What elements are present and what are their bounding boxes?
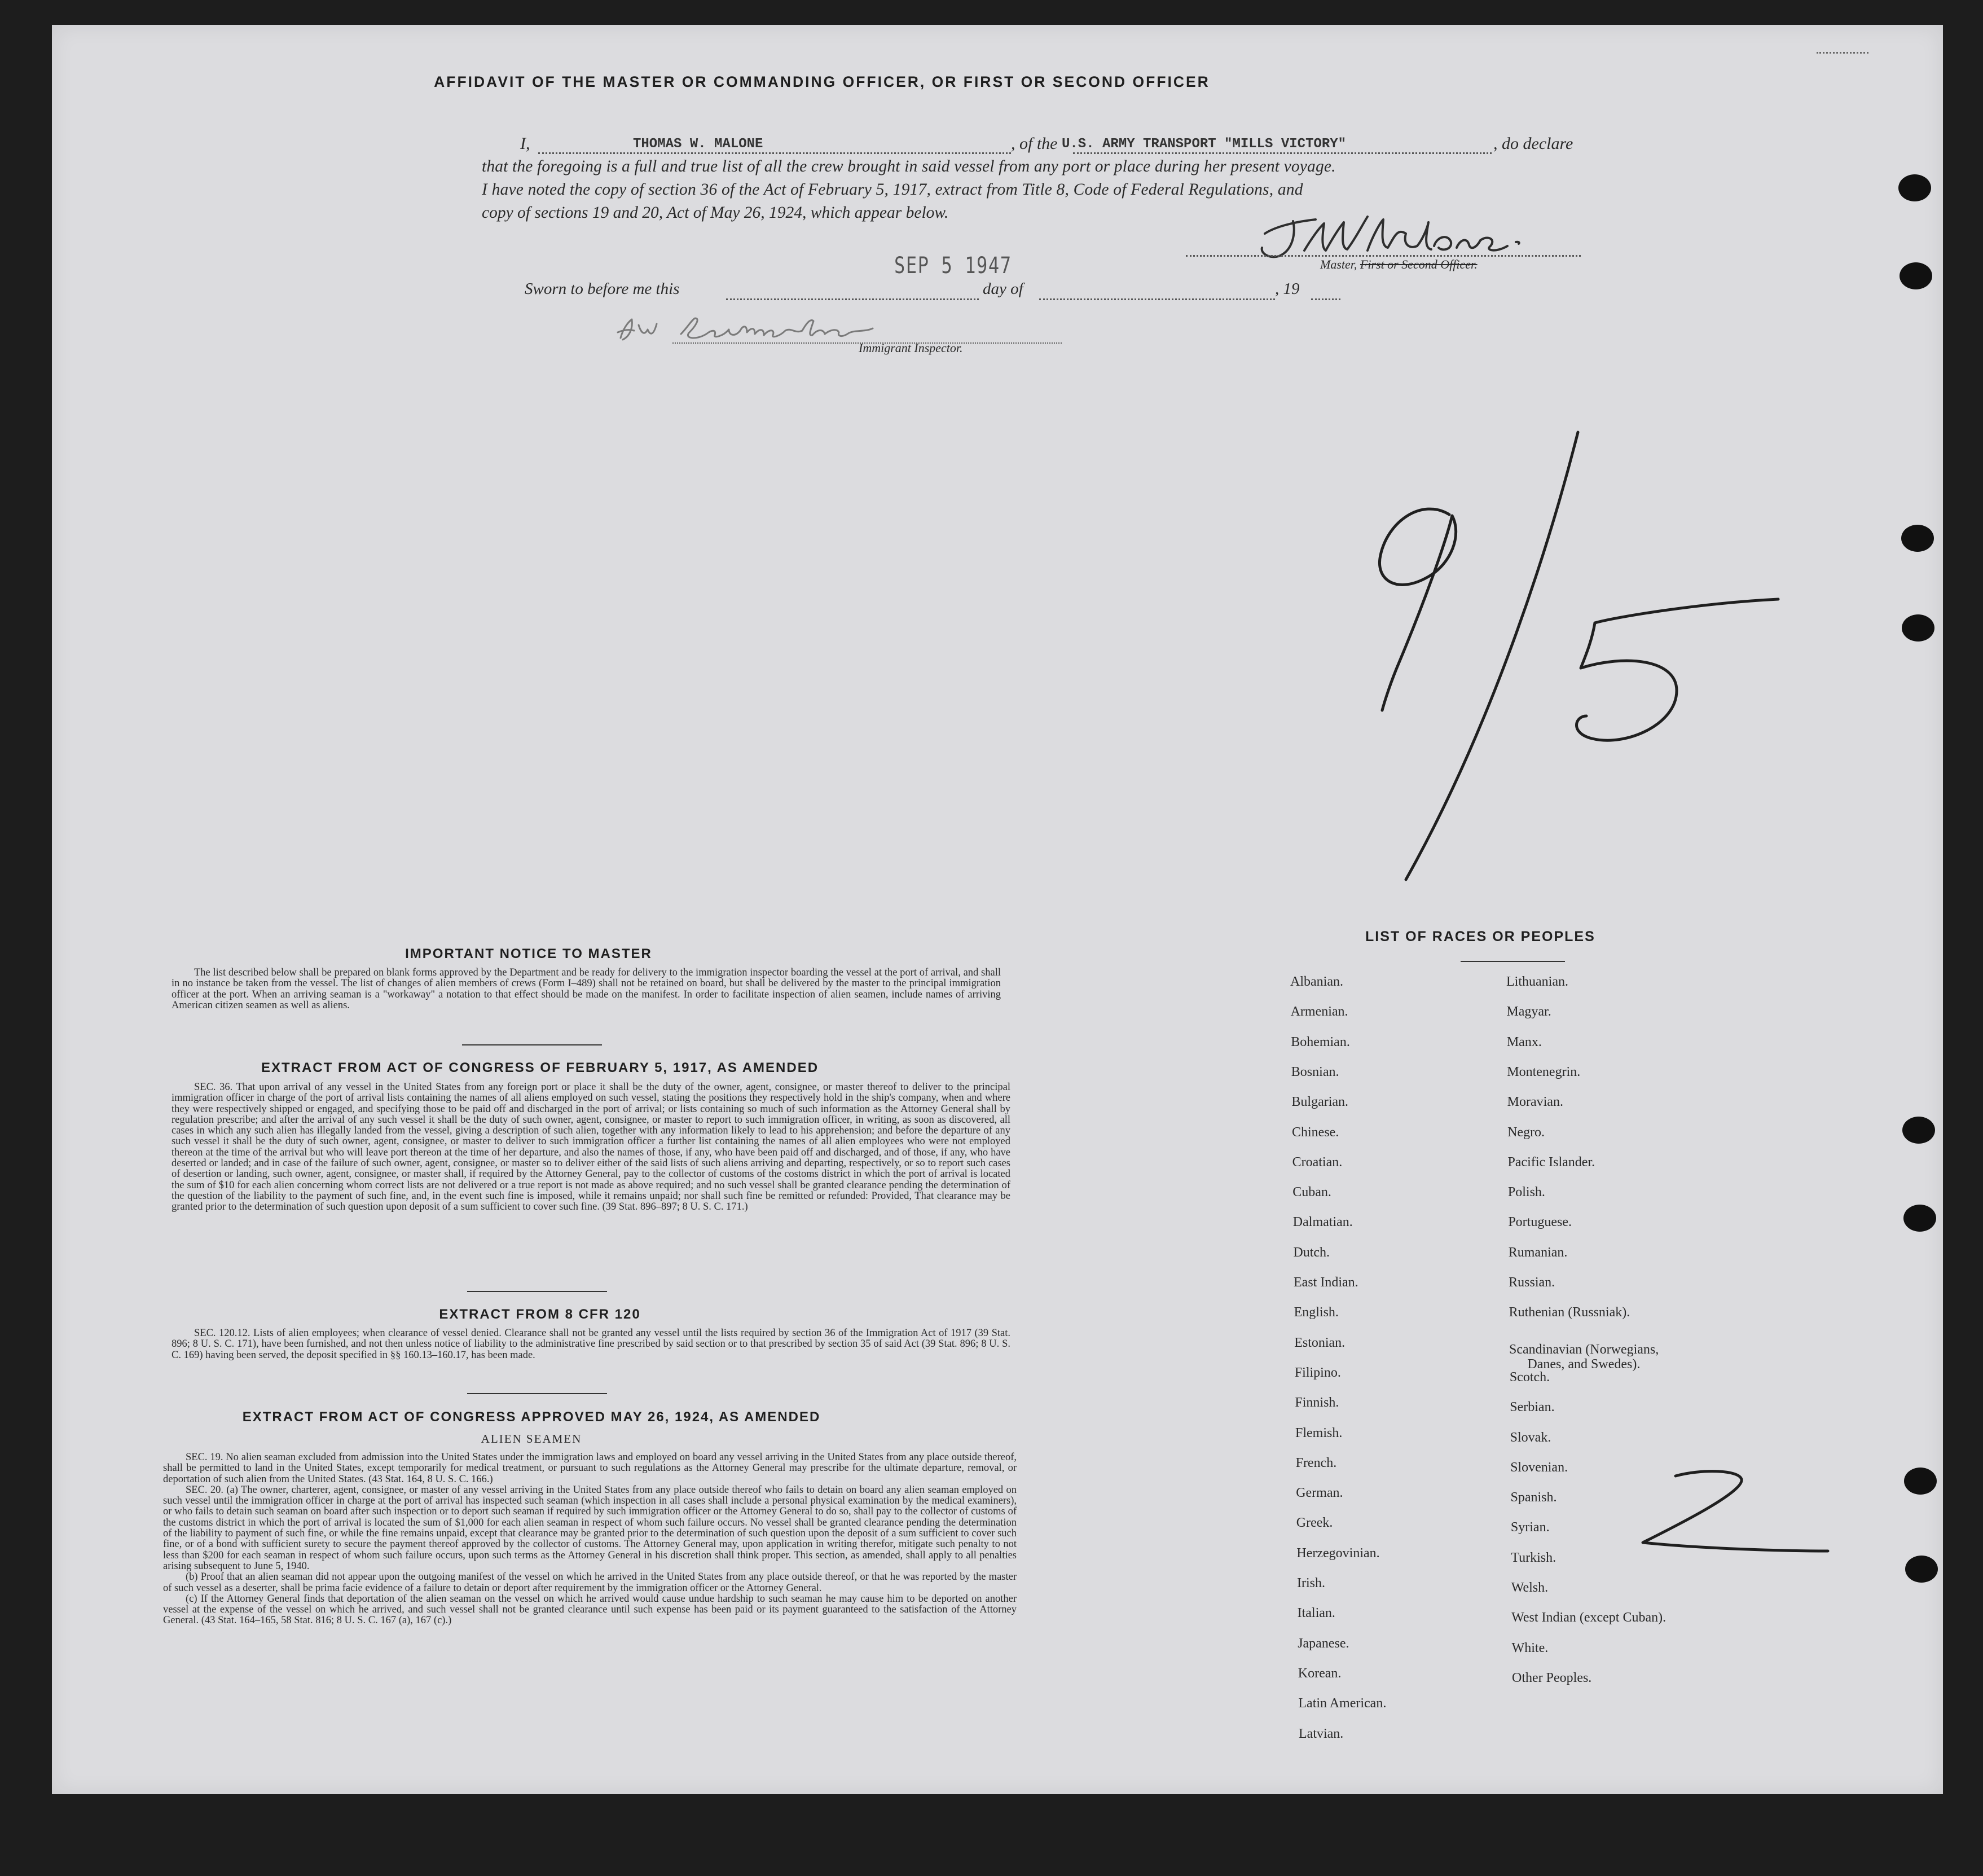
handwritten-count-mark bbox=[52, 25, 1943, 1794]
race-item: Ruthenian (Russniak). bbox=[1509, 1305, 1630, 1320]
day-of-label: day of bbox=[983, 280, 1023, 298]
race-item: Greek. bbox=[1296, 1515, 1333, 1531]
race-item: Scotch. bbox=[1509, 1369, 1550, 1385]
extract-1924-title: EXTRACT FROM ACT OF CONGRESS APPROVED MAY 26, 1924, AS AMENDED bbox=[242, 1409, 821, 1425]
race-item: Moravian. bbox=[1507, 1095, 1563, 1110]
vessel-name-field: U.S. ARMY TRANSPORT "MILLS VICTORY" bbox=[1062, 137, 1347, 152]
race-item: English. bbox=[1294, 1305, 1339, 1320]
race-item: Armenian. bbox=[1290, 1004, 1348, 1020]
affidavit-pronoun: I, bbox=[520, 134, 530, 153]
extract-cfr-body: SEC. 120.12. Lists of alien employees; when clearance of vessel denied. Clearance shall not be granted any vessel until the lists required by section 36 of the Immigration Act of 1917 (39 Stat. 896; 8 U. S. C. 171), have been furnished, and not then unless notice of liability to the administrative fine prescribed by said section or to that prescribed by section 35 of said Act (39 Stat. 896; 8 U. S. C. 169) having been served, the deposit specified in §§ 160.13–160.17, has been made. bbox=[172, 1328, 1010, 1361]
race-item: Estonian. bbox=[1294, 1335, 1346, 1350]
affidavit-line-2: that the foregoing is a full and true list of all the crew brought in said vessel from any port or place during her present voyage. bbox=[482, 157, 1336, 175]
notice-body: The list described below shall be prepared on blank forms approved by the Department and be ready for delivery to the immigration inspector boarding the vessel at the port of arrival, and shall in no instance be taken from the vessel. The list of changes of alien members of crews (Form I–489) shall not be retained on board, but shall be delivered by the master to the principal immigration officer at the port. When an arriving seaman is a "workaway" a notation to that effect should be made on the manifest. In order to facilitate inspection of alien seamen, include names of arriving American citizen seamen as well as aliens. bbox=[172, 967, 1001, 1011]
race-item: White. bbox=[1511, 1640, 1549, 1655]
race-item: Turkish. bbox=[1511, 1550, 1556, 1565]
race-item: Latin American. bbox=[1298, 1696, 1387, 1711]
race-item: Latvian. bbox=[1299, 1726, 1344, 1741]
scan-mark bbox=[1817, 52, 1868, 56]
year-label: , 19 bbox=[1275, 280, 1300, 298]
race-item: French. bbox=[1295, 1455, 1337, 1470]
sec-19-paragraph: SEC. 19. No alien seaman excluded from admission into the United States under the immigration laws and employed on board any vessel arriving in the United States from any place outside thereof, shall be permitted to land in the United States, except temporarily for medical treatment, or pursuant to such regulations as the Attorney General may prescribe for the ultimate departure, removal, or deportation of such alien from the United States. (43 Stat. 164, 8 U. S. C. 166.) bbox=[163, 1452, 1017, 1485]
document-page bbox=[52, 25, 1943, 1794]
race-item: Chinese. bbox=[1292, 1124, 1339, 1140]
sec-20a-paragraph: SEC. 20. (a) The owner, charterer, agent, consignee, or master of any vessel arriving in the United States from any place outside thereof who fails to detain on board any alien seaman employed on such vessel until the immigration officer in charge at the port of arrival has inspected such seaman (which inspection in all cases shall include a personal physical examination by the medical examiners), or who fails to detain such seaman on board after such inspection or to deport such seaman if required by such immigration officer or the Attorney General to do so, shall pay to the collector of customs of the customs district in which the port of arrival is located the sum of $1,000 for each alien seaman in respect of whom such failure occurs. No vessel shall be granted clearance pending the determination of the liability to payment of such fine, or while the fine remains unpaid, except that clearance may be granted prior to the determination of such question upon the deposit of a sum sufficient to cover such fine, or of a bond with sufficient surety to secure the payment thereof approved by the collector of customs. The Attorney General may, upon application in writing therefor, mitigate such penalty to not less than $200 for each seaman in respect of whom such failure occurs, upon such terms as the Attorney General in his discretion shall think proper. This section, as amended, shall apply to all penalties arising subsequent to June 5, 1940. bbox=[163, 1484, 1017, 1572]
races-title: LIST OF RACES OR PEOPLES bbox=[1365, 929, 1595, 944]
race-item: German. bbox=[1296, 1486, 1343, 1501]
race-item: Bosnian. bbox=[1291, 1064, 1339, 1079]
race-item: Dutch. bbox=[1293, 1245, 1330, 1260]
race-item: Serbian. bbox=[1510, 1400, 1555, 1415]
master-caption-plain: Master, bbox=[1320, 257, 1357, 271]
race-item: Slovak. bbox=[1510, 1430, 1551, 1445]
sworn-label: Sworn to before me this bbox=[525, 280, 680, 298]
affidavit-line-3: I have noted the copy of section 36 of the Act of February 5, 1917, extract from Title 8, Code of Federal Regulations, and bbox=[482, 181, 1303, 199]
race-item: Filipino. bbox=[1294, 1365, 1341, 1380]
inspector-caption: Immigrant Inspector. bbox=[859, 341, 963, 355]
race-item: Scandinavian (Norwegians, bbox=[1509, 1342, 1659, 1357]
race-item: Finnish. bbox=[1295, 1395, 1339, 1411]
race-item: Spanish. bbox=[1510, 1490, 1557, 1505]
race-item: Italian. bbox=[1297, 1606, 1335, 1621]
of-the-label: , of the bbox=[1011, 134, 1058, 153]
race-item: Polish. bbox=[1507, 1185, 1545, 1200]
race-item: Pacific Islander. bbox=[1507, 1154, 1595, 1170]
master-name-field: THOMAS W. MALONE bbox=[633, 137, 763, 152]
race-item: Slovenian. bbox=[1510, 1460, 1568, 1475]
race-item: Cuban. bbox=[1292, 1185, 1331, 1200]
race-item: Welsh. bbox=[1511, 1580, 1549, 1595]
race-item: Croatian. bbox=[1292, 1154, 1343, 1170]
race-item: Dalmatian. bbox=[1292, 1215, 1353, 1230]
sec-20c-paragraph: (c) If the Attorney General finds that deportation of the alien seaman on the vessel on which he arrived would cause undue hardship to such seaman he may cause him to be deported on another vessel at the expense of the vessel on which he arrived, and such vessel shall not be granted clearance until such expense has been paid or its payment guaranteed to the satisfaction of the Attorney General. (43 Stat. 164–165, 58 Stat. 816; 8 U. S. C. 167 (a), 167 (c).) bbox=[163, 1593, 1017, 1627]
race-item: Montenegrin. bbox=[1507, 1064, 1581, 1079]
extract-1917-title: EXTRACT FROM ACT OF CONGRESS OF FEBRUARY 5, 1917, AS AMENDED bbox=[261, 1060, 819, 1075]
race-item: Danes, and Swedes). bbox=[1527, 1357, 1641, 1372]
extract-cfr-title: EXTRACT FROM 8 CFR 120 bbox=[439, 1307, 641, 1322]
affidavit-line-4: copy of sections 19 and 20, Act of May 26, 1924, which appear below. bbox=[482, 204, 949, 222]
race-item: Manx. bbox=[1506, 1034, 1542, 1049]
race-item: Other Peoples. bbox=[1512, 1670, 1592, 1685]
race-item: Japanese. bbox=[1298, 1636, 1349, 1651]
race-item: Magyar. bbox=[1506, 1004, 1551, 1020]
race-item: Portuguese. bbox=[1508, 1215, 1572, 1230]
extract-1917-body: SEC. 36. That upon arrival of any vessel in the United States from any foreign port or place it shall be the duty of the owner, agent, consignee, or master thereof to deliver to the principal immigration officer in charge of the port of arrival lists containing the names of all aliens employed on such vessel, stating the positions they respectively hold in the ship's company, when and where they were respectively shipped or engaged, and specifying those to be paid off and discharged in the port of arrival; or lists containing so much of such information as the Attorney General shall by regulation prescribe; and after the arrival of any such vessel it shall be the duty of such owner, agent, consignee, or master to report to such immigration officer, in writing, as soon as discovered, all cases in which any such alien has illegally landed from the vessel, giving a description of such alien, together with any information likely to lead to his apprehension; and before the departure of any such vessel it shall be the duty of such owner, agent, consignee, or master to deliver to such immigration officer a further list containing the names of all alien employees who were not employed thereon at the time of the arrival but who will leave port thereon at the time of her departure, and also the names of those, if any, who have been paid off and discharged, and of those, if any, who have deserted or landed; and in case of the failure of such owner, agent, consignee, or master so to deliver either of the said lists of such aliens arriving and departing, respectively, or so to report such cases of desertion or landing, such owner, agent, consignee, or master shall, if required by the Attorney General, pay to the collector of customs of the costoms district in which the port of arrival is located the sum of $10 for each alien concerning whom correct lists are not delivered or a true report is not made as above required; and no such vessel shall be granted clearance pending the determination of the question of the liability to the payment of such fine, and, in the event such fine is imposed, while it remains unpaid; nor shall such fine be remitted or refunded: Provided, That clearance may be granted prior to the determination of such question upon deposit of a sum sufficient to cover such fine. (39 Stat. 896–897; 8 U. S. C. 171.) bbox=[172, 1082, 1010, 1213]
race-item: Irish. bbox=[1297, 1576, 1325, 1591]
race-item: Bulgarian. bbox=[1291, 1095, 1349, 1110]
notice-title: IMPORTANT NOTICE TO MASTER bbox=[405, 946, 652, 961]
race-item: Lithuanian. bbox=[1506, 974, 1568, 989]
race-item: Herzegovinian. bbox=[1296, 1545, 1380, 1561]
race-item: Russian. bbox=[1509, 1275, 1555, 1290]
race-item: Rumanian. bbox=[1508, 1245, 1568, 1260]
race-item: Syrian. bbox=[1510, 1520, 1550, 1535]
race-item: Negro. bbox=[1507, 1124, 1545, 1140]
extract-1924-subtitle: ALIEN SEAMEN bbox=[481, 1432, 582, 1446]
race-item: Korean. bbox=[1298, 1666, 1342, 1681]
date-stamp: SEP 5 1947 bbox=[894, 253, 1012, 279]
race-item: Albanian. bbox=[1290, 974, 1343, 989]
sec-20b-paragraph: (b) Proof that an alien seaman did not appear upon the outgoing manifest of the vessel on which he arrived in the United States from any place outside thereof, or that he was reported by the master of such vessel as a deserter, shall be prima facie evidence of a failure to detain or deport after requirement by the immigration officer or the Attorney General. bbox=[163, 1571, 1017, 1594]
do-declare-label: , do declare bbox=[1493, 134, 1573, 153]
master-caption-struck: First or Second Officer. bbox=[1360, 257, 1478, 271]
race-item: Bohemian. bbox=[1291, 1034, 1350, 1049]
race-item: West Indian (except Cuban). bbox=[1511, 1610, 1667, 1625]
affidavit-title: AFFIDAVIT OF THE MASTER OR COMMANDING OFFICER, OR FIRST OR SECOND OFFICER bbox=[434, 73, 1210, 90]
race-item: East Indian. bbox=[1294, 1275, 1358, 1290]
race-item: Flemish. bbox=[1295, 1425, 1343, 1440]
